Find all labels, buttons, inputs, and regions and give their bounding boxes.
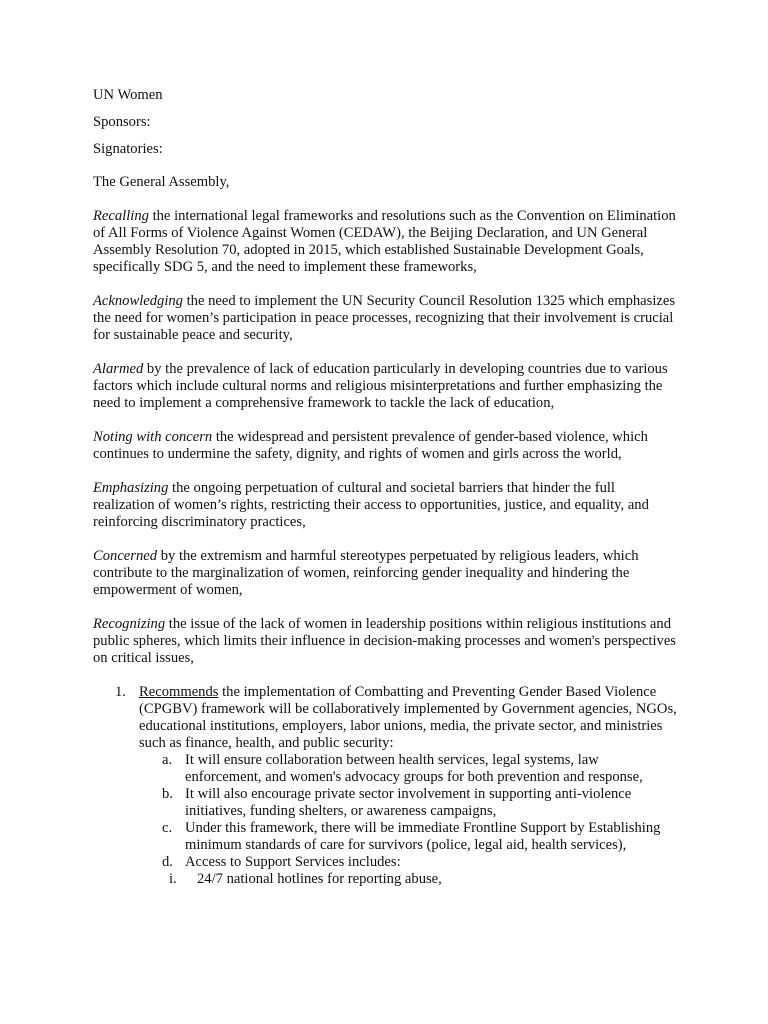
signatories-label: Signatories: [93, 141, 163, 157]
subclause [139, 820, 678, 854]
sub-subclause-text: 24/7 national hotlines for reporting abuse, [197, 871, 442, 887]
clause-text: the ongoing perpetuation of cultural and societal barriers that hinder the full realization of women’s rights, restricting their access to opportunities, justice, and equality, and reinforcing discriminatory practices, [93, 480, 649, 530]
clause-verb: Concerned [93, 548, 158, 564]
committee-name: UN Women [93, 87, 163, 103]
subclause-text: Under this framework, there will be immediate Frontline Support by Establishing minimum standards of care for survivors (police, legal aid, health services), [185, 820, 661, 853]
clause-verb: Alarmed [93, 361, 144, 377]
clause-verb: Emphasizing [93, 480, 169, 496]
sub-subclause-numeral: i. [169, 871, 177, 887]
clause-text: the international legal frameworks and resolutions such as the Convention on Elimination of All Forms of Violence Against Women (CEDAW), the Beijing Declaration, and UN General Assembly Resolution 70, adopted in 2015, which established Sustainable Development Goals, specifically SDG 5, and the need to implement these frameworks, [93, 208, 676, 275]
subclause-letter: a. [162, 752, 173, 768]
subclause-letter: b. [162, 786, 173, 802]
preambulatory-clause [93, 208, 678, 276]
assembly-heading: The General Assembly, [93, 174, 230, 190]
preambulatory-clause [93, 361, 678, 412]
subclause [139, 752, 678, 786]
subclause-list [139, 752, 678, 871]
clause-verb: Acknowledging [93, 293, 183, 309]
subclause-letter: d. [162, 854, 173, 870]
operative-text: the implementation of Combatting and Preventing Gender Based Violence (CPGBV) framework will be collaboratively implemented by Government agencies, NGOs, educational institutions, employers, labor unions, media, the private sector, and ministries such as finance, health, and public security: [139, 684, 677, 751]
subclause-text: Access to Support Services includes: [185, 854, 401, 870]
clause-text: the widespread and persistent prevalence of gender-based violence, which continues to undermine the safety, dignity, and rights of women and girls across the world, [93, 429, 648, 462]
operative-clause [93, 684, 678, 871]
subclause-text: It will also encourage private sector involvement in supporting anti-violence initiatives, funding shelters, or awareness campaigns, [185, 786, 632, 819]
clause-text: by the extremism and harmful stereotypes perpetuated by religious leaders, which contribute to the marginalization of women, reinforcing gender inequality and hindering the empowerment of women, [93, 548, 639, 598]
clause-text: the need to implement the UN Security Council Resolution 1325 which emphasizes the need for women’s participation in peace processes, recognizing that their involvement is crucial for sustainable peace and security, [93, 293, 676, 343]
subclause-text: It will ensure collaboration between health services, legal systems, law enforcement, and women's advocacy groups for both prevention and response, [185, 752, 643, 785]
preambulatory-clause [93, 429, 678, 463]
preambulatory-clause [93, 616, 678, 667]
subclause-letter: c. [162, 820, 173, 836]
clause-verb: Recognizing [93, 616, 166, 632]
operative-verb: Recommends [139, 684, 219, 700]
preambulatory-clause [93, 293, 678, 344]
subclause [139, 786, 678, 820]
clause-verb: Noting with concern [93, 429, 213, 445]
subclause [139, 854, 678, 871]
preambulatory-clause [93, 480, 678, 531]
sponsors-label: Sponsors: [93, 114, 151, 130]
clause-text: by the prevalence of lack of education particularly in developing countries due to various factors which include cultural norms and religious misinterpretations and further emphasizing the need to implement a comprehensive framework to tackle the lack of education, [93, 361, 668, 411]
clause-number: 1. [115, 684, 126, 700]
operative-clauses [93, 684, 678, 871]
clause-verb: Recalling [93, 208, 149, 224]
clause-text: the issue of the lack of women in leadership positions within religious institutions and public spheres, which limits their influence in decision-making processes and women's perspectives on critical issues, [93, 616, 676, 666]
sub-subclause [93, 871, 678, 888]
resolution-document [93, 87, 678, 888]
preambulatory-clause [93, 548, 678, 599]
